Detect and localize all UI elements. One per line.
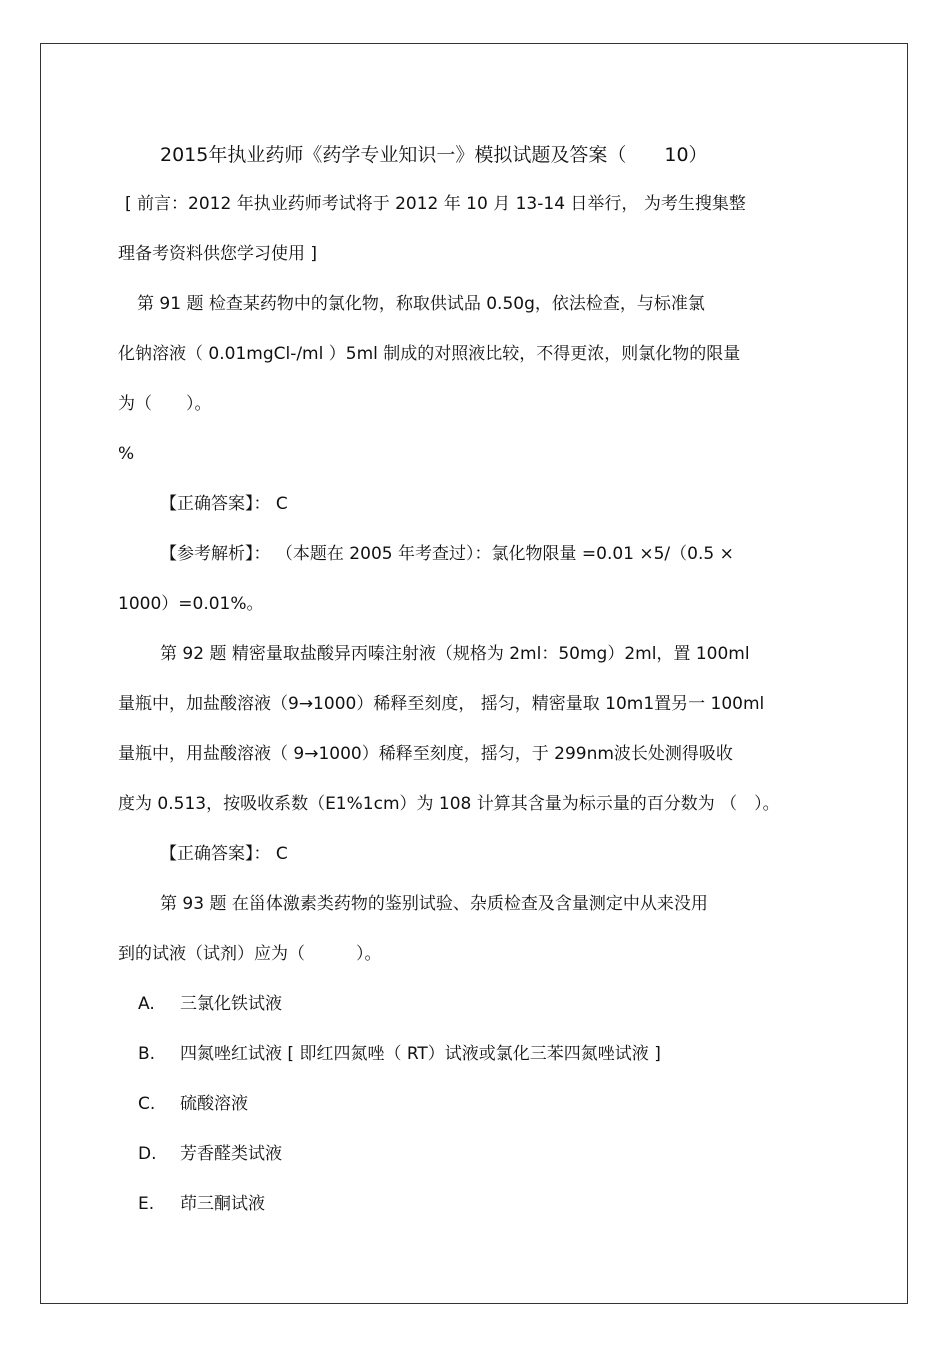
preface-line-2: 理备考资料供您学习使用 ]	[118, 244, 318, 264]
q92-text-line-1: 第 92 题 精密量取盐酸异丙嗪注射液（规格为 2ml：50mg）2ml，置 100ml	[160, 644, 750, 664]
option-a-letter: A.	[138, 994, 155, 1014]
q92-text-line-2: 量瓶中，加盐酸溶液（9→1000）稀释至刻度， 摇匀，精密量取 10m1置另一 100ml	[118, 694, 765, 714]
q91-text-line-3: 为（ ）。	[118, 394, 212, 414]
option-d-letter: D.	[138, 1144, 157, 1164]
q91-percent-line: %	[118, 444, 135, 464]
q92-answer: 【正确答案】： C	[160, 844, 288, 864]
q93-text-line-2: 到的试液（试剂）应为（ ）。	[118, 944, 382, 964]
option-e-letter: E.	[138, 1194, 155, 1214]
q92-text-line-3: 量瓶中，用盐酸溶液（ 9→1000）稀释至刻度，摇匀，于 299nm波长处测得吸收	[118, 744, 733, 764]
option-b-letter: B.	[138, 1044, 156, 1064]
option-d-text: 芳香醛类试液	[180, 1144, 282, 1164]
option-c-letter: C.	[138, 1094, 156, 1114]
option-e-text: 茚三酮试液	[180, 1194, 265, 1214]
document-title: 2015年执业药师《药学专业知识一》模拟试题及答案（ 10）	[160, 144, 708, 166]
q91-analysis-line-2: 1000）=0.01%。	[118, 594, 264, 614]
option-b-text: 四氮唑红试液 [ 即红四氮唑（ RT）试液或氯化三苯四氮唑试液 ]	[180, 1044, 661, 1064]
q91-analysis-line-1: 【参考解析】： （本题在 2005 年考查过）：氯化物限量 =0.01 ×5/（0.5 ×	[160, 544, 734, 564]
preface-line-1: [ 前言：2012 年执业药师考试将于 2012 年 10 月 13-14 日举行， 为考生搜集整	[125, 194, 746, 214]
q91-answer: 【正确答案】： C	[160, 494, 288, 514]
q91-text-line-1: 第 91 题 检查某药物中的氯化物，称取供试品 0.50g，依法检查，与标准氯	[137, 294, 705, 314]
q93-text-line-1: 第 93 题 在甾体激素类药物的鉴别试验、杂质检查及含量测定中从来没用	[160, 894, 708, 914]
q92-text-line-4: 度为 0.513，按吸收系数（E1%1cm）为 108 计算其含量为标示量的百分数为 （ ）。	[118, 794, 780, 814]
option-c-text: 硫酸溶液	[180, 1094, 248, 1114]
page-border	[40, 43, 908, 1304]
q91-text-line-2: 化钠溶液（ 0.01mgCl-/ml ）5ml 制成的对照液比较，不得更浓，则氯化物的限量	[118, 344, 741, 364]
option-a-text: 三氯化铁试液	[180, 994, 282, 1014]
